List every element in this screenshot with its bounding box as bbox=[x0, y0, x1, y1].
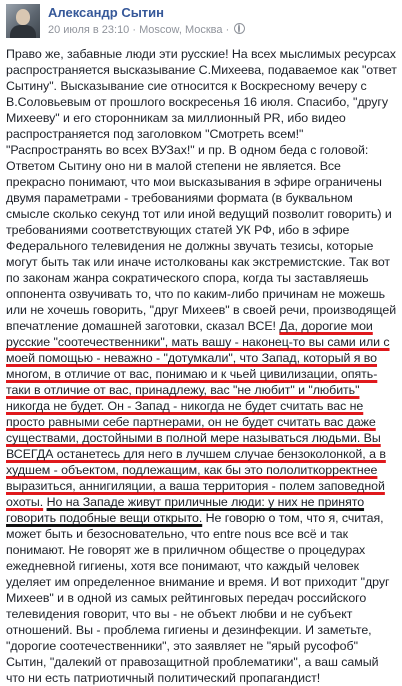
post-meta bbox=[48, 23, 245, 36]
post-header bbox=[6, 4, 396, 40]
avatar-head-shape bbox=[16, 9, 30, 25]
post-text-outro: Не говорю о том, что я, считая, может быть и безосновательно, что entre nous все всё и так понимают. Не говорят же в приличном обществе о процедурах ежедневной гигиены, хотя все понимают, что каждый человек уделяет им определенное внимание и время. И вот приходит "друг Михеев" и в одной из самых рейтинговых передач российского телевидения говорит, что вы - не объект любви и не субъект отношений. Вы - проблема гигиены и дезинфекции. И заметьте, "дорогие соотечественники", это заявляет не "ярый русофоб" Сытин, "далекий от правозащитной проблематики", а ваш самый что ни есть патриотичный политический пропагандист! bbox=[6, 511, 390, 685]
highlighted-text-black: Но на Западе живут приличные люди: у них не принято говорить подобные вещи открыто. bbox=[6, 495, 365, 525]
post-timestamp[interactable]: 20 июля в 23:10 bbox=[48, 24, 130, 36]
post-text-intro: Право же, забавные люди эти русские! На всех мыслимых ресурсах распространяется высказывание С.Михеева, подаваемое как "ответ Сытину". Высказывание сие относится к Воскресному вечеру с В.Соловьевым от прошлого воскресенья 16 июля. Спасибо, "другу Михееву" и его сторонникам за миллионный PR, ибо видео распространяется под заголовком "Смотреть всем!" "Распространять во всех ВУЗах!" и пр. В одном беда с головой: Ответом Сытину оно ни в малой степени не является. Все прекрасно понимают, что мои высказывания в эфире ограничены двумя параметрами - требованиями формата (в буквальном смысле сколько секунд тот или иной ведущий позволит говорить) и требованиями соответствующих статей УК РФ, ибо в эфире Федерального телевидения не должны звучать тезисы, которые могут быть так или иначе истолкованы как экстремистские. Так вот по законам жанра сократического спора, когда ты заставляешь оппонента озвучивать то, что по каким-либо причинам не можешь или не хочешь говорить, "друг Михеев" в своей речи, производящей впечатление домашней заготовки, сказал ВСЕ! bbox=[6, 47, 397, 333]
post-paragraph bbox=[6, 46, 398, 686]
meta-separator: · bbox=[132, 24, 140, 36]
post-body bbox=[6, 46, 398, 686]
avatar-body-shape bbox=[10, 25, 36, 38]
globe-icon[interactable] bbox=[234, 23, 245, 34]
author-avatar[interactable] bbox=[6, 4, 40, 38]
highlighted-text-red: Да, дорогие мои русские "соотечественники", мать вашу - наконец-то вы сами или с моей помощью - неважно - "дотумкали", что Запад, который я во многом, в отличие от вас, понимаю и к чьей цивилизации, опять-таки в отличие от вас, принадлежу, вас "не любит" и "любить" никогда не будет. Он - Запад - никогда не будет считать вас не просто равными себе партнерами, он не будет считать вас даже существами, достойными в полной мере называться людьми. Вы ВСЕГДА останетесь для него в лучшем случае бензоколонкой, а в худшем - объектом, подлежащим, как бы это пололиткорректнее выразиться, аннигиляции, а ваша территория - полем заповедной охоты. bbox=[6, 319, 390, 509]
author-name[interactable]: Александр Сытин bbox=[48, 5, 165, 20]
meta-separator: · bbox=[225, 24, 233, 36]
post-location[interactable]: Moscow, Москва bbox=[139, 24, 223, 36]
